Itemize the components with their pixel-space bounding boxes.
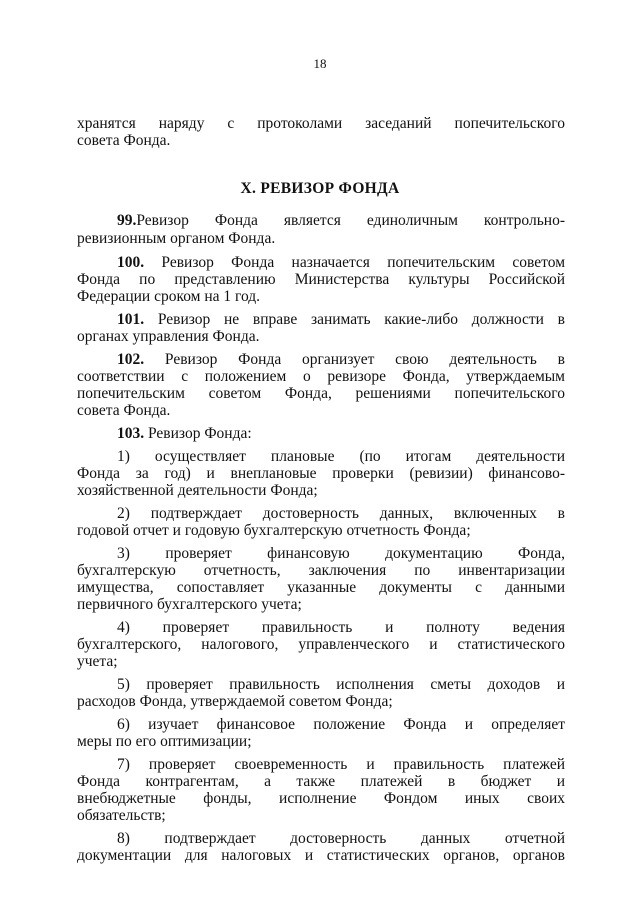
text-line: 7) проверяет своевременность и правильность платежей bbox=[117, 756, 565, 773]
text-line: хозяйственной деятельности Фонда; bbox=[77, 482, 318, 499]
text-line: ревизионным органом Фонда. bbox=[77, 230, 276, 247]
text-line: бухгалтерского, налогового, управленческого и статистического bbox=[77, 636, 565, 653]
text-line: обязательств; bbox=[77, 807, 166, 824]
text-line: Фонда контрагентам, а также платежей в бюджет и bbox=[77, 773, 565, 790]
page-number: 18 bbox=[313, 56, 327, 71]
text-line: органах управления Фонда. bbox=[77, 328, 260, 345]
text-line: 103. Ревизор Фонда: bbox=[117, 425, 252, 442]
text-line: Федерации сроком на 1 год. bbox=[77, 288, 261, 305]
paragraph-number: 101. bbox=[117, 311, 145, 328]
text-line: документации для налоговых и статистических органов, органов bbox=[77, 847, 565, 864]
text-line: 1) осуществляет плановые (по итогам деятельности bbox=[117, 448, 565, 465]
text-line: расходов Фонда, утверждаемой советом Фонда; bbox=[77, 693, 393, 710]
paragraph-number: 103. bbox=[117, 425, 145, 442]
text-line: годовой отчет и годовую бухгалтерскую отчетность Фонда; bbox=[77, 522, 471, 539]
text-line: Фонда за год) и внеплановые проверки (ревизии) финансово- bbox=[77, 465, 565, 482]
text-line: имущества, сопоставляет указанные документы с данными bbox=[77, 579, 565, 596]
text-line: меры по его оптимизации; bbox=[77, 733, 252, 750]
paragraph-number: 100. bbox=[117, 254, 145, 271]
text-line: первичного бухгалтерского учета; bbox=[77, 596, 302, 613]
text-line: 99.Ревизор Фонда является единоличным контрольно- bbox=[117, 212, 565, 229]
text-line: 5) проверяет правильность исполнения сметы доходов и bbox=[117, 676, 565, 693]
text-line: хранятся наряду с протоколами заседаний попечительского bbox=[77, 115, 565, 132]
text-line: учета; bbox=[77, 653, 118, 670]
text-line: 4) проверяет правильность и полноту ведения bbox=[117, 619, 565, 636]
text-line: 8) подтверждает достоверность данных отчетной bbox=[117, 830, 565, 847]
text-line: 3) проверяет финансовую документацию Фонда, bbox=[117, 545, 565, 562]
text-line: 102. Ревизор Фонда организует свою деятельность в bbox=[117, 351, 565, 368]
text-line: 101. Ревизор не вправе занимать какие-либо должности в bbox=[117, 311, 565, 328]
paragraph-number: 99. bbox=[117, 212, 137, 229]
text-line: 2) подтверждает достоверность данных, включенных в bbox=[117, 505, 565, 522]
text-line: совета Фонда. bbox=[77, 402, 171, 419]
text-line: соответствии с положением о ревизоре Фонда, утверждаемым bbox=[77, 368, 565, 385]
text-line: Фонда по представлению Министерства культуры Российской bbox=[77, 271, 565, 288]
text-line: попечительским советом Фонда, решениями попечительского bbox=[77, 385, 565, 402]
text-line: совета Фонда. bbox=[77, 132, 171, 149]
text-line: 6) изучает финансовое положение Фонда и определяет bbox=[117, 716, 565, 733]
text-line: 100. Ревизор Фонда назначается попечительским советом bbox=[117, 254, 565, 271]
text-line: бухгалтерскую отчетность, заключения по инвентаризации bbox=[77, 562, 565, 579]
text-line: внебюджетные фонды, исполнение Фондом иных своих bbox=[77, 790, 565, 807]
paragraph-number: 102. bbox=[117, 351, 145, 368]
section-heading: X. РЕВИЗОР ФОНДА bbox=[240, 180, 400, 197]
